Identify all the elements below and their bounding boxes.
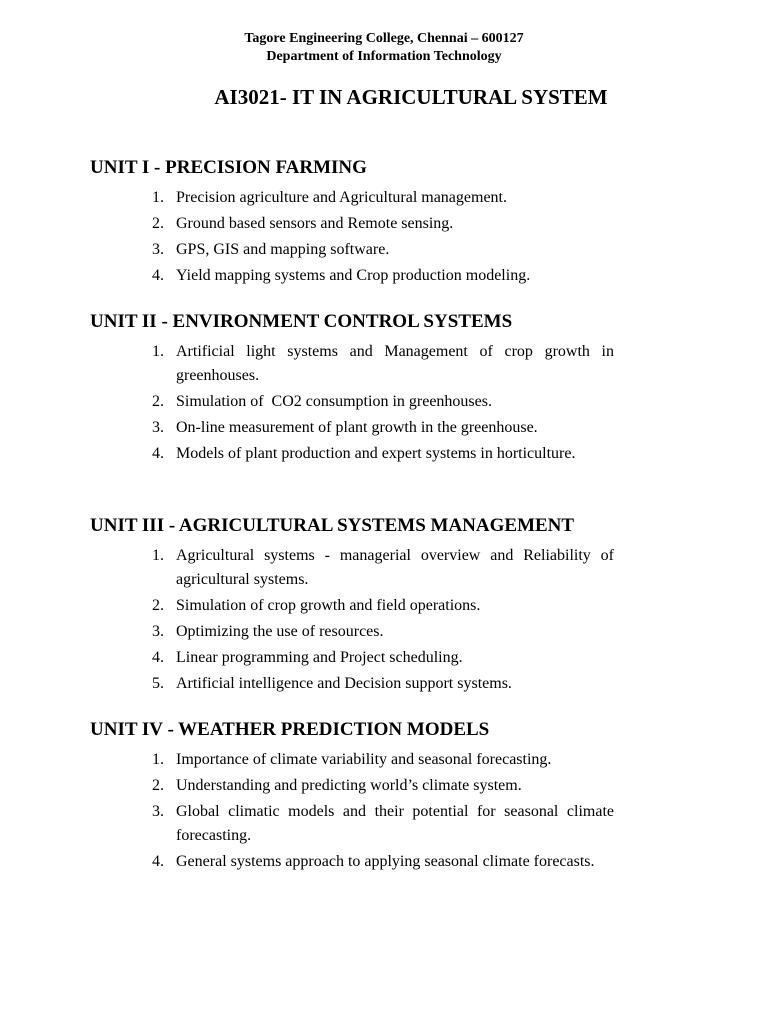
unit-4-section [90,718,620,876]
list-number: 1. [152,189,164,206]
list-number: 4. [152,853,164,870]
topic-text: On-line measurement of plant growth in the greenhouse. [176,419,538,436]
list-number: 1. [152,547,164,564]
topic-text: Yield mapping systems and Crop production modeling. [176,267,531,284]
unit-1-section [90,156,620,290]
unit-1-topic-4 [90,264,614,288]
topic-text: GPS, GIS and mapping software. [176,241,390,258]
topic-text: Simulation of crop growth and field operations. [176,597,481,614]
topic-text: Precision agriculture and Agricultural management. [176,189,507,206]
unit-3-title: UNIT III - AGRICULTURAL SYSTEMS MANAGEMENT [90,515,575,536]
list-number: 1. [152,343,164,360]
unit-4-title: UNIT IV - WEATHER PREDICTION MODELS [90,719,490,740]
unit-3-topic-list [90,544,620,696]
topic-text: Understanding and predicting world’s climate system. [176,777,522,794]
unit-3-topic-1 [90,544,614,592]
topic-text: Artificial light systems and Management of crop growth in greenhouses. [176,343,614,384]
topic-text: Optimizing the use of resources. [176,623,384,640]
unit-2-topic-1 [90,340,614,388]
unit-1-topic-list [90,186,620,288]
unit-4-topic-1 [90,748,614,772]
list-number: 3. [152,241,164,258]
unit-2-topic-3 [90,416,614,440]
topic-text: Importance of climate variability and seasonal forecasting. [176,751,552,768]
unit-3-topic-5 [90,672,614,696]
topic-text: Models of plant production and expert systems in horticulture. [176,445,576,462]
unit-2-title: UNIT II - ENVIRONMENT CONTROL SYSTEMS [90,311,513,332]
unit-3-topic-2 [90,594,614,618]
unit-2-topic-list [90,340,620,466]
unit-4-topic-4 [90,850,614,874]
list-number: 4. [152,649,164,666]
list-number: 3. [152,803,164,820]
list-number: 4. [152,445,164,462]
unit-1-title: UNIT I - PRECISION FARMING [90,157,367,178]
department-name: Department of Information Technology [266,49,502,64]
topic-text: Linear programming and Project scheduling. [176,649,463,666]
list-number: 2. [152,393,164,410]
topic-text: General systems approach to applying seasonal climate forecasts. [176,853,595,870]
college-name: Tagore Engineering College, Chennai – 600127 [244,31,524,46]
unit-3-topic-4 [90,646,614,670]
list-number: 3. [152,419,164,436]
list-number: 1. [152,751,164,768]
unit-4-topic-2 [90,774,614,798]
unit-2-topic-2 [90,390,614,414]
unit-1-topic-3 [90,238,614,262]
topic-text: Global climatic models and their potential for seasonal climate forecasting. [176,803,614,844]
unit-1-topic-1 [90,186,614,210]
list-number: 3. [152,623,164,640]
course-title: AI3021- IT IN AGRICULTURAL SYSTEM [214,85,608,109]
unit-3-section [90,514,620,698]
list-number: 2. [152,215,164,232]
list-number: 2. [152,597,164,614]
unit-4-topic-list [90,748,620,874]
unit-1-topic-2 [90,212,614,236]
unit-2-section [90,310,620,468]
topic-text: Artificial intelligence and Decision support systems. [176,675,512,692]
topic-text: Simulation of CO2 consumption in greenhouses. [176,393,492,410]
topic-text: Agricultural systems - managerial overview and Reliability of agricultural systems. [176,547,614,588]
list-number: 5. [152,675,164,692]
list-number: 4. [152,267,164,284]
unit-4-topic-3 [90,800,614,848]
unit-2-topic-4 [90,442,614,466]
list-number: 2. [152,777,164,794]
unit-3-topic-3 [90,620,614,644]
topic-text: Ground based sensors and Remote sensing. [176,215,454,232]
